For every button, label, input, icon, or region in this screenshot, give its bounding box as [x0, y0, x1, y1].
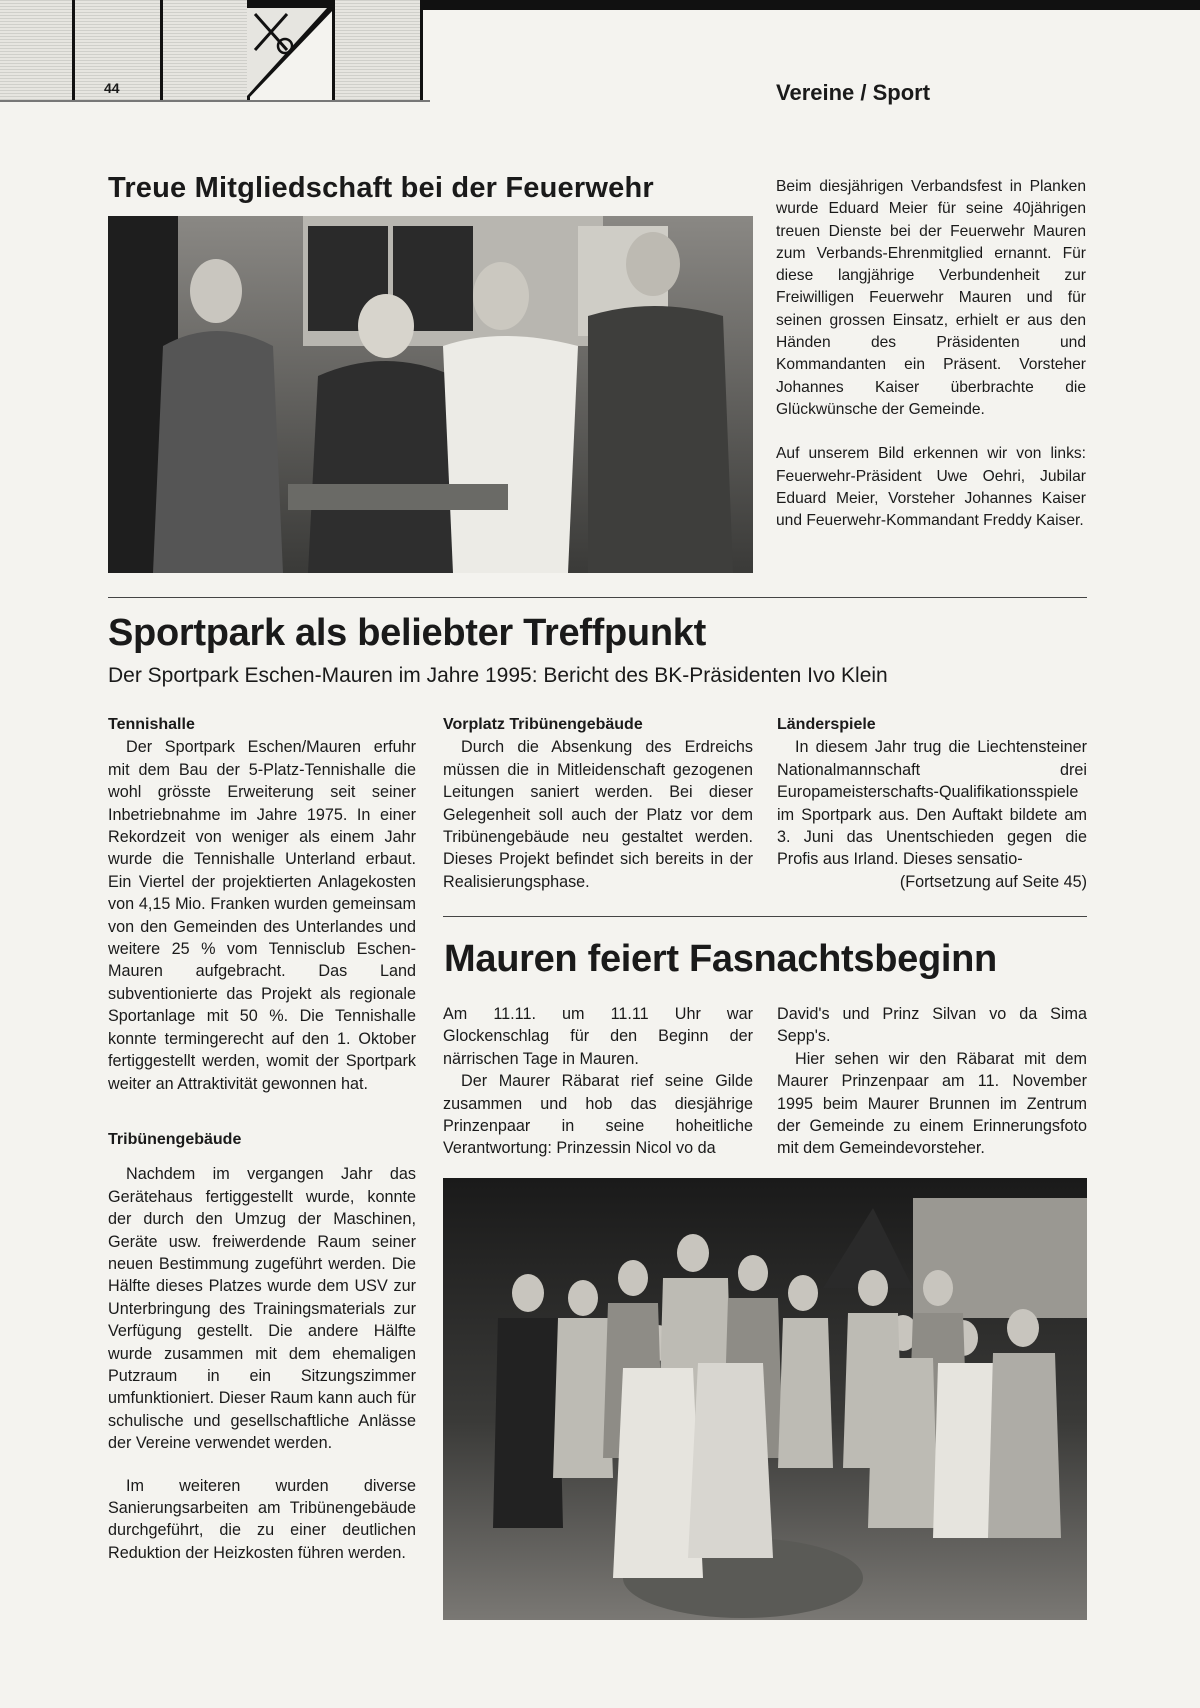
header-rule: [0, 100, 430, 102]
laenderspiele-text: In diesem Jahr trug die Liechtensteiner Nationalmannschaft drei Europameisterschafts-Qualifikationsspiele im Sportpark aus. Den Auftakt bildete am 3. Juni das Unentschieden gegen die Profis aus Irland. Dieses sensatio-: [777, 738, 1087, 869]
header-grid: [0, 0, 430, 104]
fasnacht-column-1: [443, 1003, 753, 1160]
sportpark-column-3: [777, 714, 1087, 893]
vorplatz-text: Durch die Absenkung des Erdreichs müssen die in Mitleidenschaft gezogenen Leitungen saniert werden. Bei dieser Gelegenheit soll auch der Platz vor dem Tribünengebäude neu gestaltet werden. Dieses Projekt befindet sich bereits in der Realisierungsphase.: [443, 738, 753, 891]
page-number: 44: [104, 80, 120, 96]
sportpark-column-1: [108, 714, 416, 1564]
article-fasnacht-title: Mauren feiert Fasnachtsbeginn: [444, 938, 997, 980]
article-sportpark-title: Sportpark als beliebter Treffpunkt: [108, 612, 706, 654]
fasnacht-group-photo: [443, 1178, 1087, 1620]
vorplatz-heading: Vorplatz Tribünengebäude: [443, 716, 643, 733]
feuerwehr-text-column: [776, 176, 1086, 532]
fasnacht-column-2: [777, 1003, 1087, 1160]
tribuene-heading: Tribünengebäude: [108, 1130, 242, 1148]
article-feuerwehr-title: Treue Mitgliedschaft bei der Feuerwehr: [108, 172, 654, 204]
tribuene-text-2: Im weiteren wurden diverse Sanierungsarbeiten am Tribünengebäude durchgeführt, die zu einer deutlichen Reduktion der Heizkosten führen werden.: [108, 1476, 416, 1562]
crossed-tools-emblem-icon: [247, 0, 335, 100]
feuerwehr-body: Beim diesjährigen Verbandsfest in Planken wurde Eduard Meier für seine 40jährigen treuen Dienste bei der Feuerwehr Mauren zum Verbands-Ehrenmitglied ernannt. Für diese langjährige Verbundenheit zur Freiwilligen Feuerwehr Mauren und für seinen grossen Einsatz, erhielt er aus den Händen des Präsidenten und Kommandanten ein Präsent. Vorsteher Johannes Kaiser überbrachte die Glückwünsche der Gemeinde.: [776, 178, 1086, 418]
fasnacht-text-2: Der Maurer Räbarat rief seine Gilde zusammen und hob das diesjährige Prinzenpaar in seine hoheitliche Verantwortung: Prinzessin Nicol vo da: [443, 1072, 753, 1158]
feuerwehr-caption: Auf unserem Bild erkennen wir von links: Feuerwehr-Präsident Uwe Oehri, Jubilar Eduard Meier, Vorsteher Johannes Kaiser und Feuerwehr-Kommandant Freddy Kaiser.: [776, 445, 1086, 530]
tennishalle-heading: Tennishalle: [108, 716, 195, 733]
fasnacht-text-3: David's und Prinz Silvan vo da Sima Sepp's.: [777, 1005, 1087, 1046]
fasnacht-text-4: Hier sehen wir den Räbarat mit dem Maurer Prinzenpaar am 11. November 1995 beim Maurer Brunnen im Zentrum der Gemeinde zu einem Erinnerungsfoto mit dem Gemeindevorsteher.: [777, 1049, 1087, 1158]
fasnacht-photo-icon: [443, 1178, 1087, 1620]
article-sportpark-subtitle: Der Sportpark Eschen-Mauren im Jahre 1995: Bericht des BK-Präsidenten Ivo Klein: [108, 664, 888, 687]
continuation-note: (Fortsetzung auf Seite 45): [899, 872, 1087, 891]
section-title: Vereine / Sport: [776, 80, 931, 105]
fasnacht-text-1: Am 11.11. um 11.11 Uhr war Glockenschlag für den Beginn der närrischen Tage in Mauren.: [443, 1005, 753, 1068]
laenderspiele-heading: Länderspiele: [777, 716, 876, 733]
tribuene-text-1: Nachdem im vergangen Jahr das Gerätehaus fertiggestellt wurde, konnte der durch den Umzug der Maschinen, Geräte usw. freiwerdende Raum seiner neuen Bestimmung zugeführt werden. Die Hälfte dieses Platzes wurde dem USV zur Unterbringung des Trainingsmaterials zur Verfügung gestellt. Die andere Hälfte wurde zusammen mit dem ehemaligen Putzraum in ein Sitzungszimmer umfunktioniert. Dieser Raum kann auch für schulische und gesellschaftliche Anlässe der Vereine verwendet werden.: [108, 1165, 416, 1453]
divider-2: [443, 916, 1087, 917]
feuerwehr-photo-icon: [108, 216, 753, 573]
tennishalle-text: Der Sportpark Eschen/Mauren erfuhr mit dem Bau der 5-Platz-Tennishalle die wohl grösste Erweiterung seit seiner Inbetriebnahme im Jahre 1975. In einer Rekordzeit von weniger als einem Jahr wurde die Tennishalle Unterland erbaut. Ein Viertel der projektierten Anlagekosten von 4,15 Mio. Franken wurden gemeinsam von den Gemeinden des Unterlandes und weitere 25 % vom Tennisclub Eschen-Mauren aufgebracht. Das Land subventionierte das Projekt als regionale Sportanlage mit 50 %. Die Tennishalle konnte termingerecht auf den 1. Oktober fertiggestellt werden, womit der Sportpark weiter an Attraktivität gewonnen hat.: [108, 738, 416, 1093]
divider-1: [108, 597, 1087, 598]
feuerwehr-group-photo: [108, 216, 753, 573]
sportpark-column-2: [443, 714, 753, 893]
